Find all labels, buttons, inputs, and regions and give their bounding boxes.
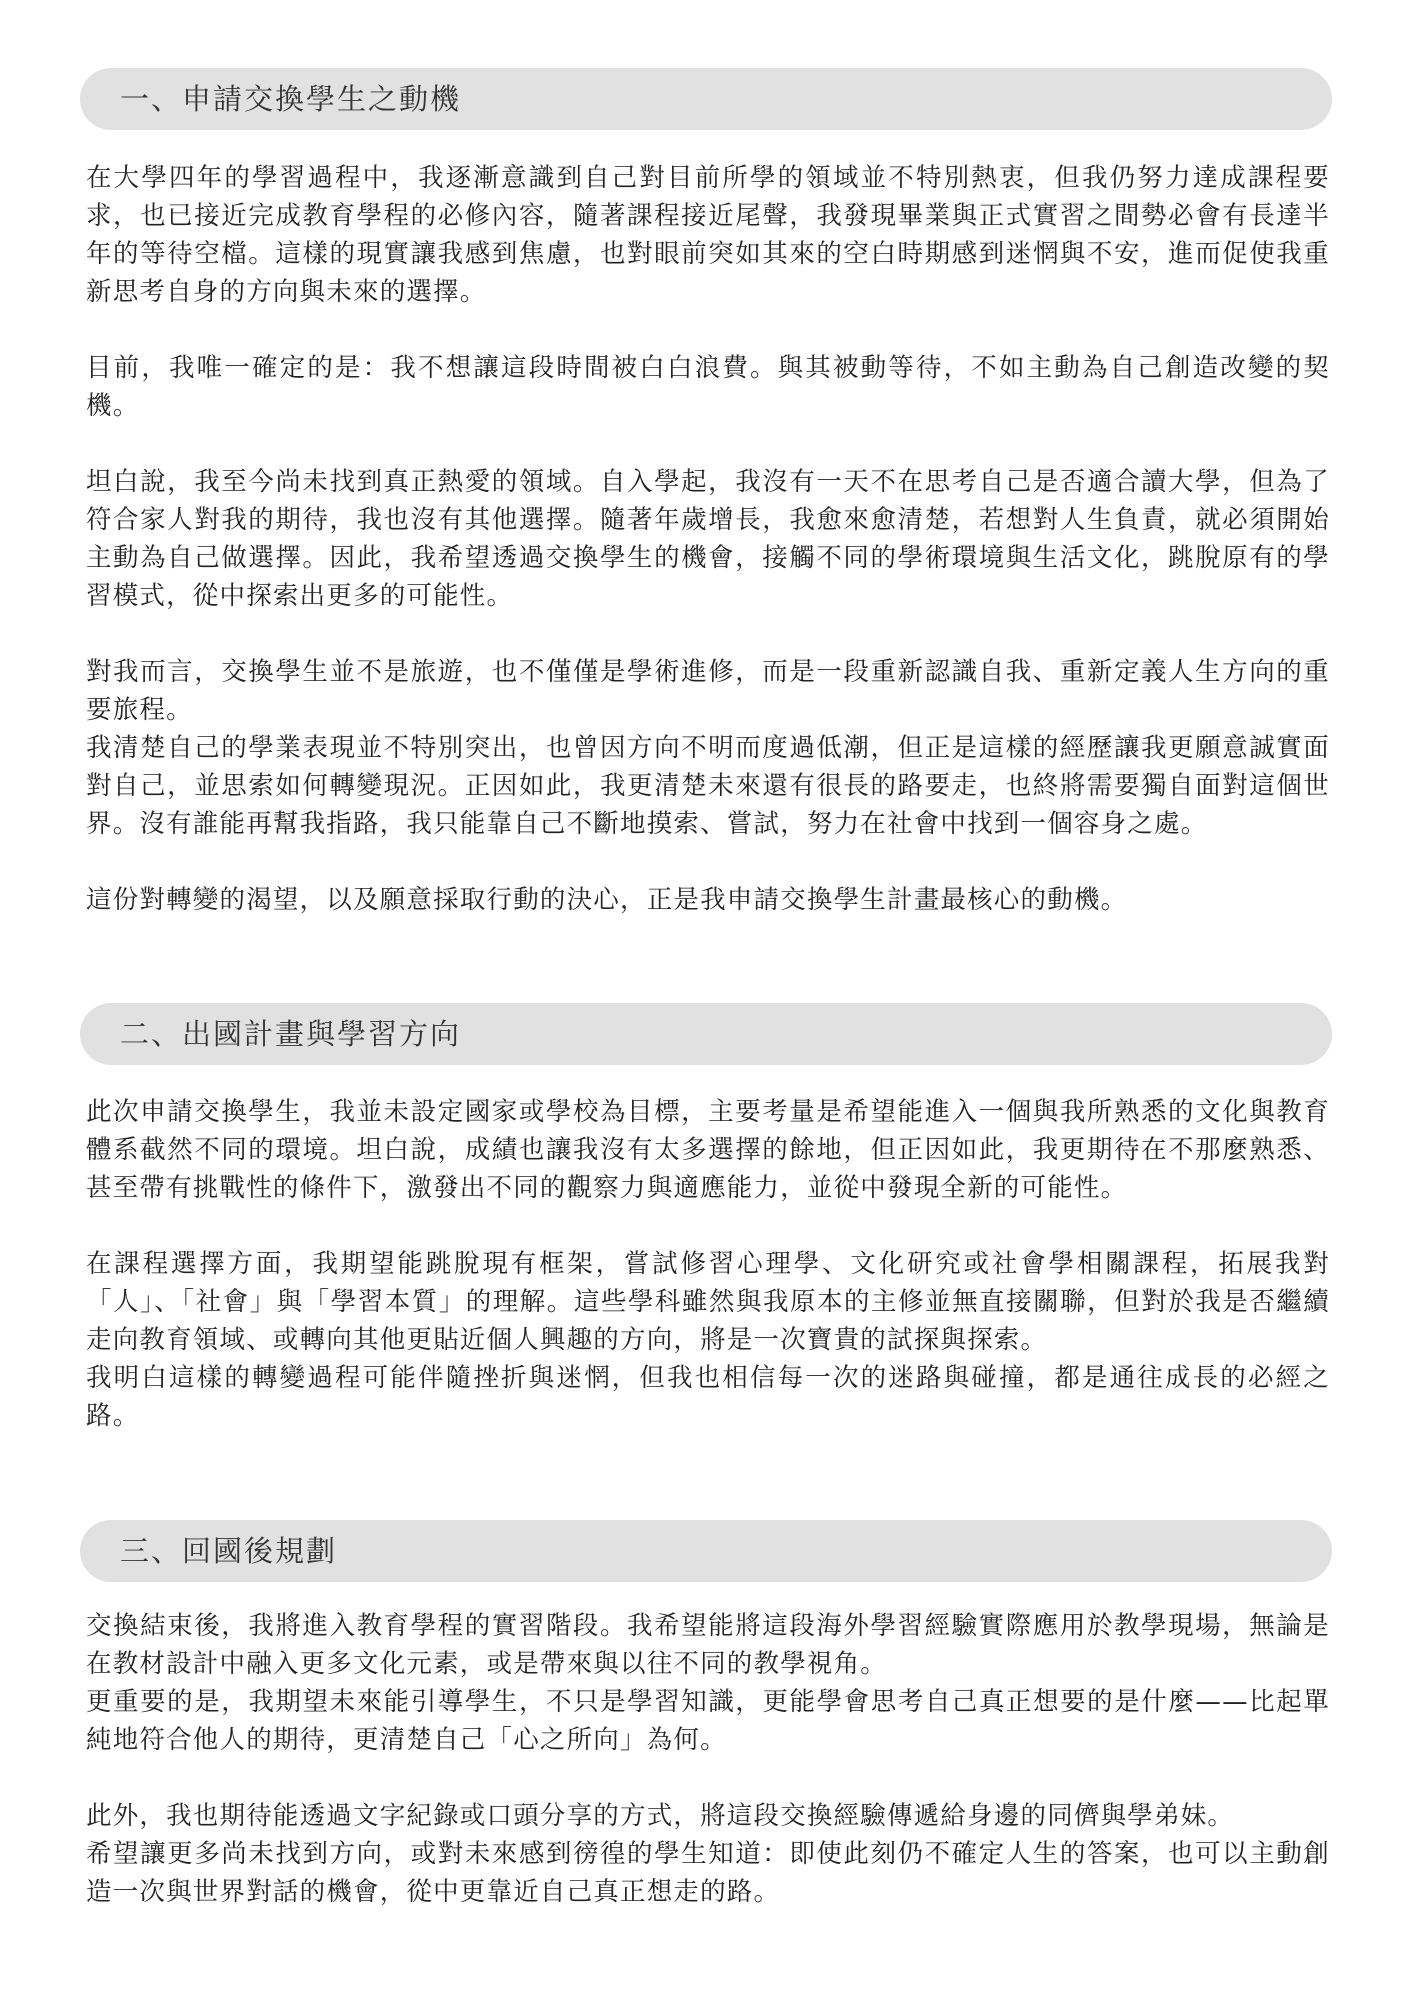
paragraph: 坦白說，我至今尚未找到真正熱愛的領域。自入學起，我沒有一天不在思考自己是否適合讀大學，但為了符合家人對我的期待，我也沒有其他選擇。隨著年歲增長，我愈來愈清楚，若想對人生負責，就必須開始主動為自己做選擇。因此，我希望透過交換學生的機會，接觸不同的學術環境與生活文化，跳脫原有的學習模式，從中探索出更多的可能性。 (86, 467, 1330, 611)
section-heading-study-plan: 二、出國計畫與學習方向 (80, 1003, 1332, 1065)
section-heading-motivation: 一、申請交換學生之動機 (80, 68, 1332, 130)
section-body-return-plan (86, 1607, 1330, 1911)
paragraph: 在大學四年的學習過程中，我逐漸意識到自己對目前所學的領域並不特別熱衷，但我仍努力達成課程要求，也已接近完成教育學程的必修內容，隨著課程接近尾聲，我發現畢業與正式實習之間勢必會有長達半年的等待空檔。這樣的現實讓我感到焦慮，也對眼前突如其來的空白時期感到迷惘與不安，進而促使我重新思考自身的方向與未來的選擇。 (86, 163, 1330, 307)
paragraph: 這份對轉變的渴望，以及願意採取行動的決心，正是我申請交換學生計畫最核心的動機。 (86, 885, 1128, 915)
section-body-motivation (86, 159, 1330, 919)
paragraph: 更重要的是，我期望未來能引導學生，不只是學習知識，更能學會思考自己真正想要的是什麼——比起單純地符合他人的期待，更清楚自己「心之所向」為何。 (86, 1687, 1330, 1755)
paragraph: 我清楚自己的學業表現並不特別突出，也曾因方向不明而度過低潮，但正是這樣的經歷讓我更願意誠實面對自己，並思索如何轉變現況。正因如此，我更清楚未來還有很長的路要走，也終將需要獨自面對這個世界。沒有誰能再幫我指路，我只能靠自己不斷地摸索、嘗試，努力在社會中找到一個容身之處。 (86, 733, 1330, 839)
section-body-study-plan (86, 1093, 1330, 1435)
paragraph: 希望讓更多尚未找到方向，或對未來感到徬徨的學生知道：即使此刻仍不確定人生的答案，也可以主動創造一次與世界對話的機會，從中更靠近自己真正想走的路。 (86, 1839, 1330, 1907)
paragraph: 交換結束後，我將進入教育學程的實習階段。我希望能將這段海外學習經驗實際應用於教學現場，無論是在教材設計中融入更多文化元素，或是帶來與以往不同的教學視角。 (86, 1611, 1330, 1679)
paragraph: 此次申請交換學生，我並未設定國家或學校為目標，主要考量是希望能進入一個與我所熟悉的文化與教育體系截然不同的環境。坦白說，成績也讓我沒有太多選擇的餘地，但正因如此，我更期待在不那麼熟悉、甚至帶有挑戰性的條件下，激發出不同的觀察力與適應能力，並從中發現全新的可能性。 (86, 1097, 1330, 1203)
paragraph: 此外，我也期待能透過文字紀錄或口頭分享的方式，將這段交換經驗傳遞給身邊的同儕與學弟妹。 (86, 1801, 1235, 1831)
paragraph: 對我而言，交換學生並不是旅遊，也不僅僅是學術進修，而是一段重新認識自我、重新定義人生方向的重要旅程。 (86, 657, 1330, 725)
paragraph: 在課程選擇方面，我期望能跳脫現有框架，嘗試修習心理學、文化研究或社會學相關課程，拓展我對「人」、「社會」與「學習本質」的理解。這些學科雖然與我原本的主修並無直接關聯，但對於我是否繼續走向教育領域、或轉向其他更貼近個人興趣的方向，將是一次寶貴的試探與探索。 (86, 1249, 1330, 1355)
paragraph: 目前，我唯一確定的是：我不想讓這段時間被白白浪費。與其被動等待，不如主動為自己創造改變的契機。 (86, 353, 1330, 421)
paragraph: 我明白這樣的轉變過程可能伴隨挫折與迷惘，但我也相信每一次的迷路與碰撞，都是通往成長的必經之路。 (86, 1363, 1330, 1431)
section-heading-return-plan: 三、回國後規劃 (80, 1520, 1332, 1582)
